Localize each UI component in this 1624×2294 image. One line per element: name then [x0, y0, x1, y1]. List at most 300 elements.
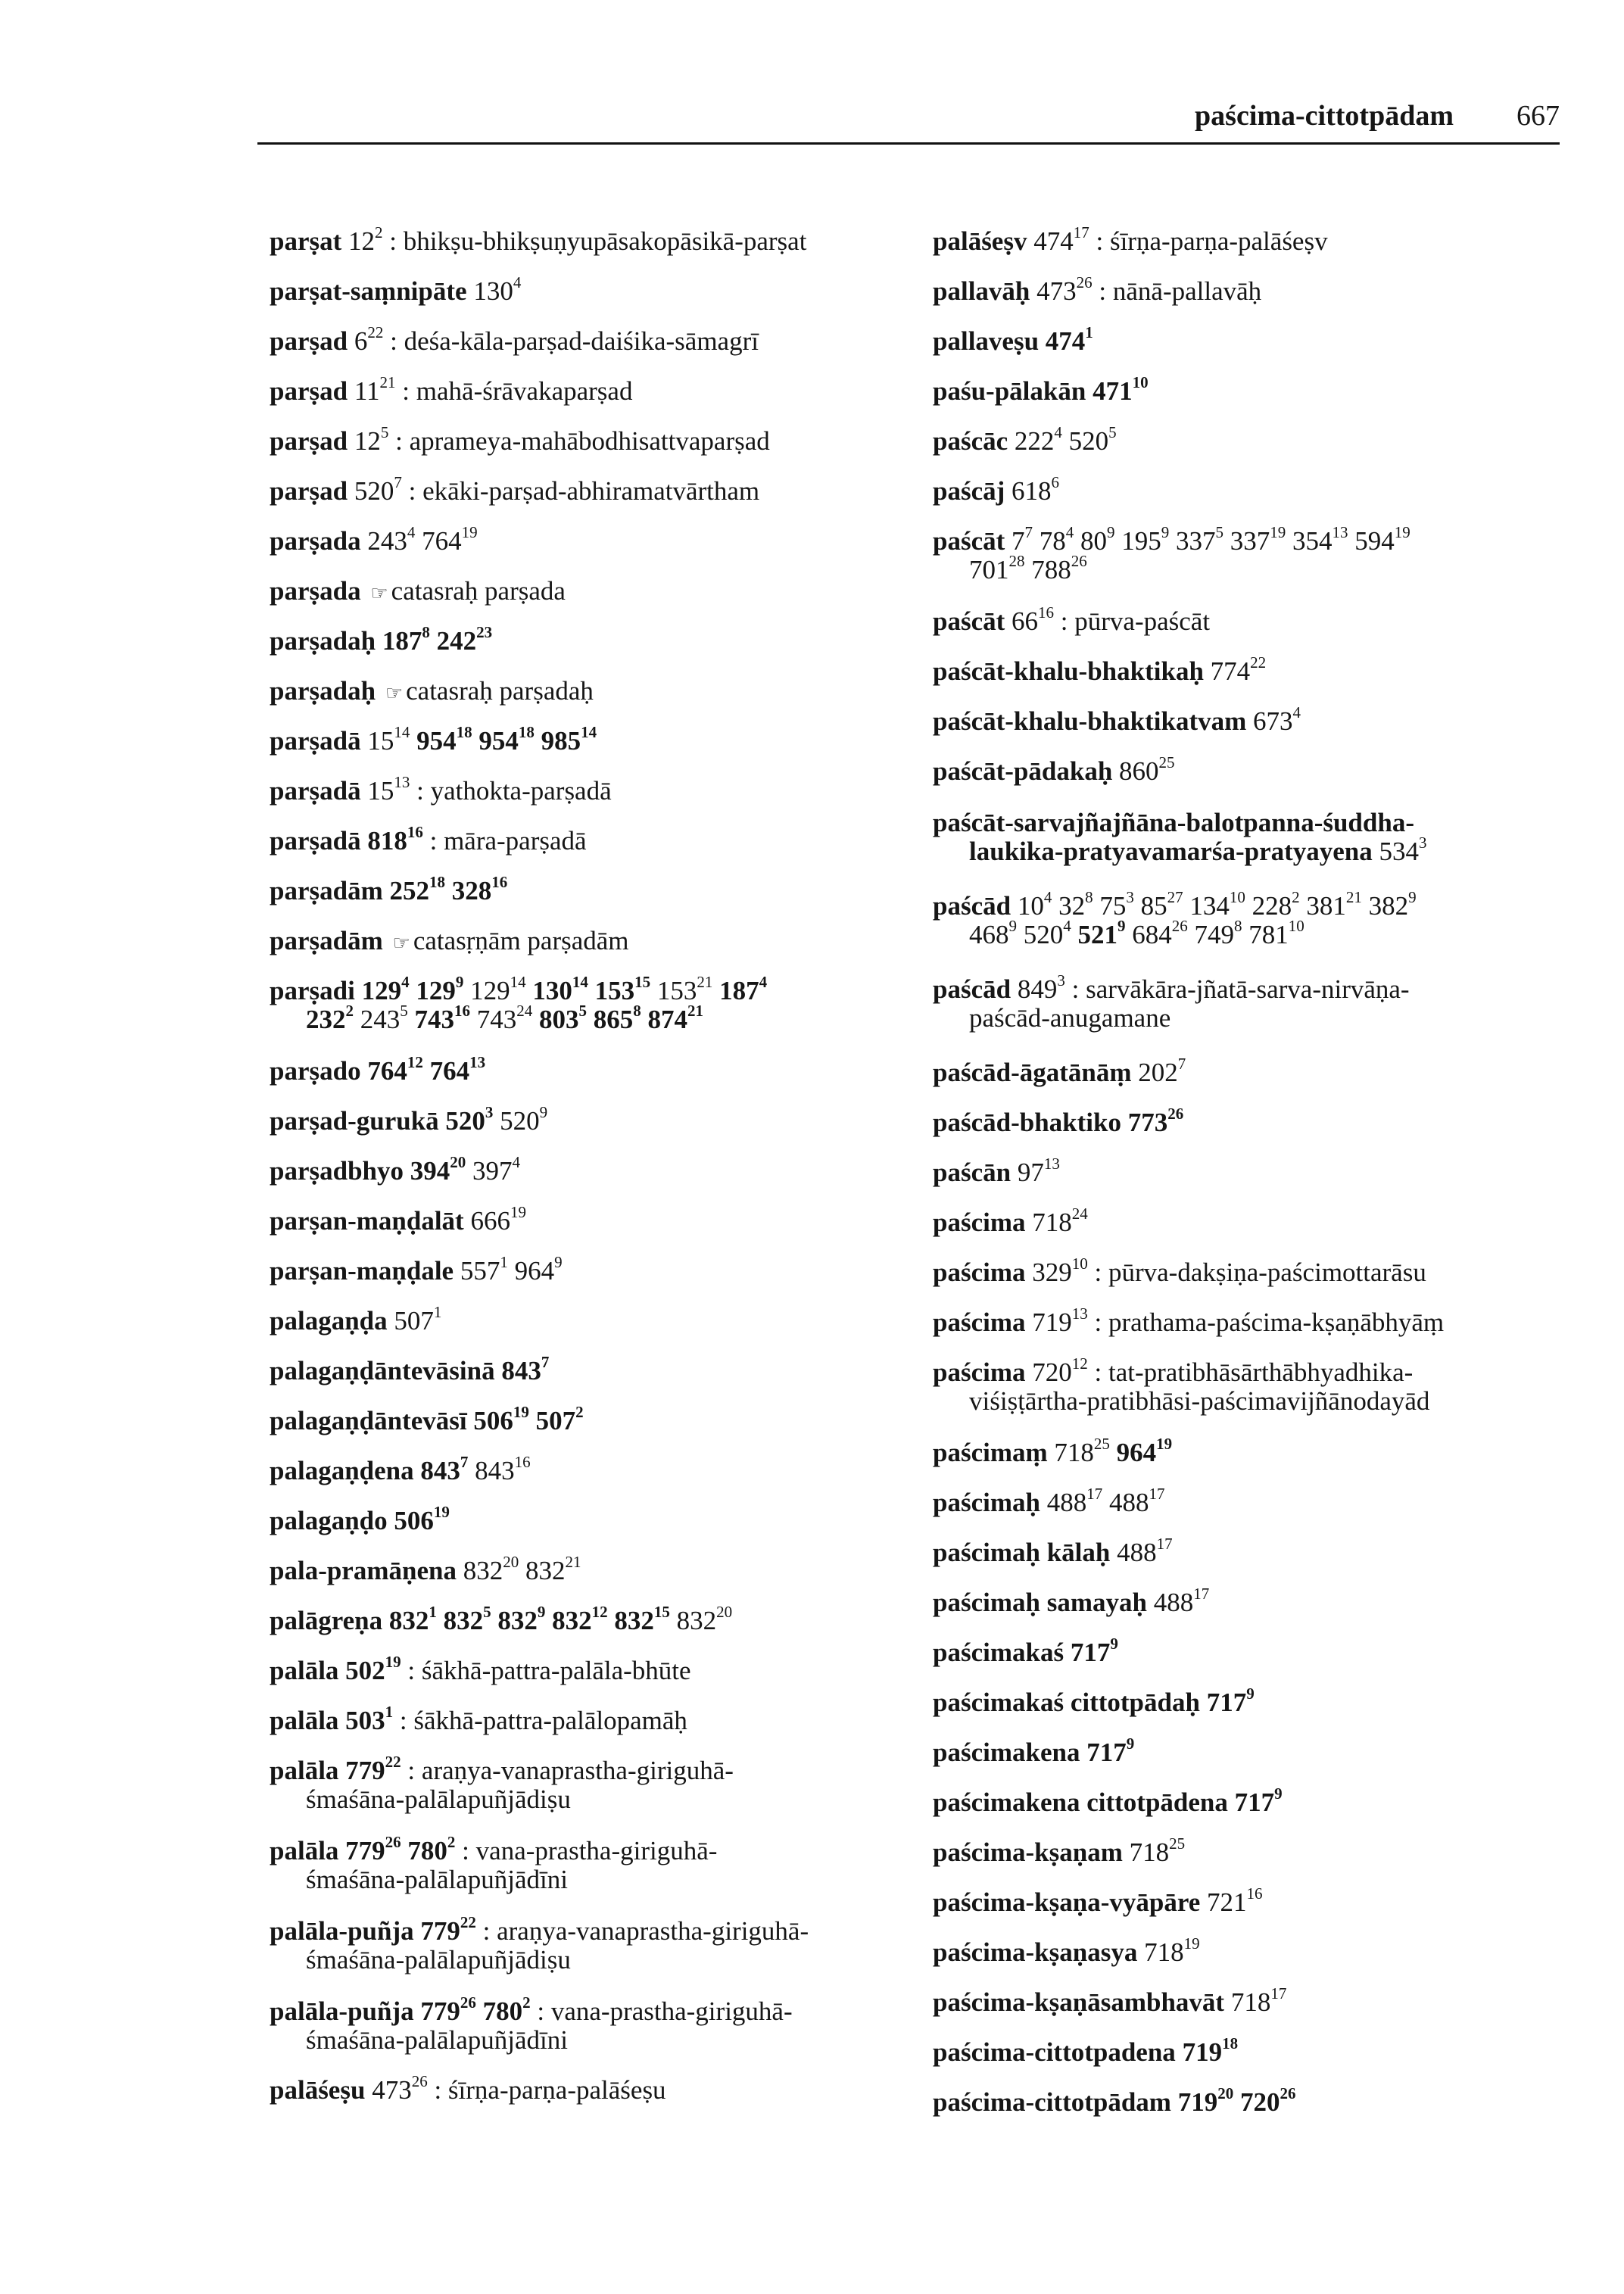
line-number-ref: 5	[483, 1603, 491, 1622]
headword: paścima	[933, 1258, 1026, 1287]
headword: parṣadā	[270, 826, 361, 856]
headword: paścimakaś cittotpādaḥ	[933, 1688, 1200, 1717]
line-number-ref: 10	[1132, 373, 1149, 392]
page-reference	[1129, 1834, 1186, 1867]
line-number-ref: 21	[697, 973, 713, 992]
index-entry	[933, 523, 1410, 584]
page-number-ref: 75	[1099, 891, 1127, 921]
index-entry	[933, 323, 1093, 356]
index-entry	[933, 1155, 1060, 1187]
line-number-ref: 8	[1234, 917, 1242, 936]
gloss: pūrva-paścāt	[1074, 606, 1211, 636]
index-entry	[933, 1304, 1445, 1337]
page-number-ref: 15	[367, 726, 394, 756]
line-number-ref: 19	[1270, 523, 1286, 542]
line-number-ref: 16	[407, 823, 423, 842]
ref-run	[306, 1002, 703, 1034]
page-reference	[539, 1002, 587, 1034]
headword: paścāt-sarvajñajñāna-balotpanna-śuddha-	[933, 808, 1414, 837]
line-number-ref: 7	[1177, 1055, 1186, 1074]
page-reference	[969, 552, 1025, 584]
entry-line	[933, 1735, 1135, 1767]
entry-continuation-line	[270, 1002, 767, 1034]
page-number-ref: 520	[354, 476, 394, 506]
page-number-ref: 471	[1093, 376, 1133, 406]
headword: paścimaṃ	[933, 1438, 1048, 1467]
pointing-hand-icon: ☞	[392, 932, 410, 954]
index-entry	[270, 1103, 548, 1136]
line-number-ref: 13	[1332, 523, 1348, 542]
gloss: śākhā-pattra-palālopamāḥ	[413, 1706, 687, 1735]
page-reference	[482, 1993, 531, 2026]
entry-continuation-line	[933, 917, 1417, 949]
page-number-ref: 12	[348, 226, 376, 256]
line-number-ref: 4	[1043, 888, 1052, 907]
index-entry	[933, 888, 1417, 949]
page-reference	[719, 973, 768, 1005]
entry-line: palāla-puñja $779^{22}$ : araṇya-vanaprastha-giriguhā-	[270, 1913, 809, 1946]
line-number-ref: 9	[1126, 1735, 1135, 1753]
gloss: sarvākāra-jñatā-sarva-nirvāṇa-	[1086, 974, 1410, 1004]
line-number-ref: 24	[516, 1002, 533, 1021]
index-entry	[933, 603, 1211, 636]
gloss: śīrṇa-parṇa-palāśeṣu	[447, 2075, 666, 2105]
page-reference	[1138, 1055, 1186, 1087]
page-number-ref: 337	[1176, 526, 1216, 556]
page-reference	[1023, 917, 1071, 949]
index-entry	[933, 1784, 1283, 1817]
page-number-ref: 780	[482, 1996, 523, 2026]
page-reference	[360, 1002, 408, 1034]
page-number-ref: 788	[1031, 555, 1071, 584]
page-number-ref: 488	[1117, 1538, 1157, 1567]
index-entry	[270, 873, 508, 905]
page-number-ref: 717	[1086, 1738, 1127, 1767]
line-number-ref: 2	[575, 1403, 584, 1422]
page-number-ref: 503	[345, 1706, 385, 1735]
index-entry	[933, 1735, 1135, 1767]
page-number-ref: 718	[1230, 1987, 1271, 2017]
headword-continuation: laukika-pratyavamarśa-pratyayena	[969, 837, 1373, 866]
page-number-ref: 329	[1032, 1258, 1072, 1287]
page-reference	[1011, 473, 1060, 506]
line-number-ref: 20	[1217, 2084, 1234, 2103]
headword: palāśeṣu	[270, 2075, 366, 2105]
index-entry	[933, 1255, 1426, 1287]
page-number-ref: 832	[443, 1606, 484, 1635]
line-number-ref: 19	[1156, 1435, 1173, 1454]
headword: parṣadām	[270, 876, 383, 905]
line-number-ref: 9	[554, 1253, 563, 1272]
page-reference	[443, 1603, 491, 1635]
page-reference	[1032, 1354, 1088, 1387]
page-reference	[969, 917, 1017, 949]
page-reference	[614, 1603, 670, 1635]
entry-line	[270, 1453, 531, 1485]
entry-line: paścima $719^{13}$ : prathama-paścima-kṣaṇābhyāṃ	[933, 1304, 1445, 1337]
line-number-ref: 4	[1292, 703, 1301, 722]
page-reference	[1230, 523, 1286, 556]
gloss-continuation: śmaśāna-palālapuñjādiṣu	[306, 1945, 571, 1975]
page-reference	[1108, 1485, 1165, 1517]
entry-continuation-line	[270, 1785, 734, 1814]
page-reference	[414, 1002, 471, 1034]
page-reference	[1253, 703, 1301, 736]
page-reference	[1306, 888, 1362, 921]
line-number-ref: 17	[1193, 1585, 1210, 1604]
line-number-ref: 19	[1183, 1934, 1200, 1953]
page-number-ref: 832	[463, 1556, 503, 1585]
line-number-ref: 13	[1043, 1155, 1060, 1173]
line-number-ref: 28	[1008, 552, 1025, 571]
line-number-ref: 14	[572, 973, 588, 992]
index-entry	[933, 1055, 1186, 1087]
gloss-continuation: śmaśāna-palālapuñjādīni	[306, 2025, 568, 2055]
line-number-ref: 9	[455, 973, 464, 992]
index-entry	[933, 703, 1301, 736]
page-number-ref: 749	[1194, 920, 1234, 949]
page-reference	[367, 773, 410, 806]
ref-run	[969, 917, 1304, 949]
page-number-ref: 832	[497, 1606, 538, 1635]
page-reference	[1086, 1735, 1135, 1767]
line-number-ref: 10	[1288, 917, 1304, 936]
line-number-ref: 4	[1063, 917, 1071, 936]
line-number-ref: 19	[461, 523, 478, 542]
page-number-ref: 874	[647, 1005, 687, 1034]
headword: palagaṇḍāntevāsī	[270, 1406, 467, 1435]
page-number-ref: 474	[1033, 226, 1074, 256]
page-reference	[463, 1553, 519, 1585]
headword: parṣadbhyo	[270, 1156, 404, 1186]
entry-line	[270, 1353, 550, 1385]
page-reference	[535, 1403, 584, 1435]
gloss: mahā-śrāvakaparṣad	[416, 376, 633, 406]
line-number-ref: 19	[1394, 523, 1410, 542]
entry-line: parṣad $520^7$ : ekāki-parṣad-abhiramatvārtham	[270, 473, 760, 506]
line-number-ref: 3	[1419, 834, 1427, 852]
page-number-ref: 85	[1140, 891, 1167, 921]
page-reference	[1116, 1435, 1173, 1467]
page-number-ref: 594	[1354, 526, 1395, 556]
headword: parṣadām	[270, 926, 383, 955]
page-reference	[367, 523, 416, 556]
entry-line	[270, 926, 629, 955]
page-reference	[1177, 2084, 1234, 2117]
line-number-ref: 16	[1038, 603, 1055, 622]
line-number-ref: 4	[401, 973, 410, 992]
line-number-ref: 4	[407, 523, 416, 542]
line-number-ref: 9	[1274, 1784, 1283, 1803]
page-number-ref: 764	[429, 1056, 470, 1086]
page-number-ref: 506	[394, 1506, 434, 1535]
headword: parṣan-maṇḍalāt	[270, 1206, 464, 1236]
page-reference	[345, 1703, 394, 1735]
page-number-ref: 964	[1116, 1438, 1157, 1467]
line-number-ref: 17	[1156, 1535, 1173, 1554]
index-entry	[933, 273, 1262, 306]
index-entry	[270, 823, 587, 856]
line-number-ref: 26	[460, 1993, 476, 2012]
headword: paścāj	[933, 476, 1005, 506]
line-number-ref: 4	[1065, 523, 1074, 542]
page-reference	[354, 373, 396, 406]
headword: parṣada	[270, 576, 361, 606]
line-number-ref: 13	[469, 1053, 486, 1072]
index-entry	[270, 2072, 666, 2105]
line-number-ref: 20	[450, 1153, 466, 1172]
pointing-hand-icon: ☞	[385, 682, 404, 704]
page-number-ref: 187	[382, 626, 422, 656]
cross-reference: catasraḥ parṣadaḥ	[406, 676, 594, 706]
line-number-ref: 9	[1246, 1685, 1255, 1703]
entry-line	[270, 576, 566, 606]
page-reference	[497, 1603, 546, 1635]
page-reference	[451, 873, 508, 905]
entry-line	[270, 676, 594, 706]
line-number-ref: 14	[394, 723, 410, 742]
entry-line: palāśeṣv $474^{17}$ : śīrṇa-parṇa-palāśeṣv	[933, 223, 1328, 256]
line-number-ref: 8	[633, 1002, 641, 1021]
page-reference	[470, 1203, 526, 1236]
gloss: bhikṣu-bhikṣuṇyupāsakopāsikā-parṣat	[403, 226, 807, 256]
headword: paścimakena	[933, 1738, 1080, 1767]
page-number-ref: 779	[345, 1836, 385, 1865]
running-head: paścima-cittotpādam	[1195, 100, 1454, 132]
page-reference	[476, 1002, 533, 1034]
headword: parṣan-maṇḍale	[270, 1256, 454, 1286]
gloss-continuation: paścād-anugamane	[969, 1003, 1171, 1033]
line-number-ref: 15	[634, 973, 651, 992]
line-number-ref: 1	[500, 1253, 508, 1272]
headword: paścāt	[933, 606, 1005, 636]
entry-line	[270, 1253, 563, 1286]
entry-line: palāla-puñja $779^{26}$ $780^2$ : vana-prastha-giriguhā-	[270, 1993, 793, 2026]
line-number-ref: 15	[653, 1603, 670, 1622]
page-number-ref: 507	[535, 1406, 576, 1435]
headword: palagaṇḍa	[270, 1306, 388, 1336]
line-number-ref: 2	[1292, 888, 1300, 907]
index-entry	[933, 1934, 1200, 1967]
line-number-ref: 7	[1024, 523, 1033, 542]
page-reference	[1054, 1435, 1110, 1467]
page-reference	[1132, 917, 1188, 949]
page-reference	[420, 1913, 476, 1946]
index-entry	[270, 1703, 687, 1735]
page-number-ref: 129	[470, 976, 510, 1005]
line-number-ref: 9	[539, 1103, 548, 1122]
entry-line	[270, 1203, 526, 1236]
headword: palāla	[270, 1706, 339, 1735]
entry-continuation-line	[270, 1865, 717, 1894]
entry-line: palāśeṣu $473^{26}$ : śīrṇa-parṇa-palāśeṣu	[270, 2072, 666, 2105]
line-number-ref: 19	[433, 1503, 450, 1522]
entry-line	[933, 653, 1267, 686]
line-number-ref: 21	[687, 1002, 703, 1021]
page-number-ref: 130	[532, 976, 572, 1005]
page-reference	[1017, 888, 1052, 921]
page-number-ref: 222	[1014, 426, 1055, 456]
line-number-ref: 22	[460, 1913, 476, 1932]
page-reference	[420, 1993, 476, 2026]
page-reference	[1182, 2034, 1239, 2067]
page-number-ref: 720	[1032, 1357, 1072, 1387]
page-number-ref: 382	[1368, 891, 1409, 921]
headword: paścād	[933, 891, 1011, 921]
line-number-ref: 3	[485, 1103, 494, 1122]
line-number-ref: 27	[1167, 888, 1183, 907]
page-reference	[1014, 423, 1062, 456]
entry-line	[270, 623, 493, 656]
line-number-ref: 1	[433, 1303, 442, 1322]
page-reference	[1292, 523, 1348, 556]
line-number-ref: 26	[385, 1833, 401, 1852]
entry-line	[270, 1053, 486, 1086]
page-reference	[593, 1002, 641, 1034]
page-number-ref: 964	[514, 1256, 555, 1286]
index-entry	[270, 423, 770, 456]
line-number-ref: 4	[759, 973, 768, 992]
index-entry	[270, 1993, 793, 2055]
entry-line	[270, 1153, 521, 1186]
headword: parṣada	[270, 526, 361, 556]
entry-line: paścima $329^{10}$ : pūrva-dakṣiṇa-paścimottarāsu	[933, 1255, 1426, 1287]
line-number-ref: 14	[581, 723, 597, 742]
page-number-ref: 673	[1253, 706, 1293, 736]
page-reference	[460, 1253, 508, 1286]
index-entry	[933, 1834, 1186, 1867]
page-number-ref: 701	[969, 555, 1009, 584]
gloss-continuation: viśiṣṭārtha-pratibhāsi-paścimavijñānodayād	[969, 1386, 1430, 1416]
index-entry	[270, 1353, 550, 1385]
page-number-ref: 252	[389, 876, 429, 905]
line-number-ref: 12	[591, 1603, 608, 1622]
page-reference	[348, 223, 383, 256]
page-reference	[354, 473, 402, 506]
line-number-ref: 9	[1161, 523, 1170, 542]
page-number-ref: 242	[436, 626, 477, 656]
page-reference	[1077, 917, 1126, 949]
page-number-ref: 954	[416, 726, 457, 756]
page-reference	[394, 1503, 450, 1535]
page-number-ref: 474	[1045, 326, 1086, 356]
page-number-ref: 865	[593, 1005, 634, 1034]
index-entry	[270, 373, 633, 406]
page-reference	[1230, 1984, 1287, 2017]
page-reference	[410, 1153, 466, 1186]
page-number-ref: 153	[594, 976, 635, 1005]
page-number-ref: 534	[1379, 837, 1420, 866]
page-reference	[1127, 1105, 1184, 1137]
page-number-ref: 954	[478, 726, 519, 756]
line-number-ref: 22	[367, 323, 384, 342]
index-entry	[270, 1153, 521, 1186]
entry-line: parṣad $12^5$ : aprameya-mahābodhisattvaparṣad	[270, 423, 770, 456]
index-entry	[933, 1205, 1088, 1237]
page-reference	[1017, 971, 1065, 1004]
headword: paścād	[933, 974, 1011, 1004]
line-number-ref: 5	[380, 423, 389, 442]
index-entry	[933, 971, 1410, 1033]
entry-line	[933, 808, 1414, 837]
gloss: māra-parṣadā	[444, 826, 587, 856]
entry-line	[270, 1303, 442, 1336]
page-number-ref: 195	[1121, 526, 1161, 556]
page-reference	[1032, 1255, 1088, 1287]
page-reference	[1119, 753, 1175, 786]
entry-line: palāla $502^{19}$ : śākhā-pattra-palāla-bhūte	[270, 1653, 691, 1685]
page-number-ref: 521	[1077, 920, 1117, 949]
line-number-ref: 12	[1071, 1354, 1088, 1373]
line-number-ref: 17	[1270, 1984, 1287, 2003]
index-entry	[933, 1585, 1210, 1617]
pointing-hand-icon: ☞	[370, 582, 388, 604]
headword: palāla	[270, 1656, 339, 1685]
line-number-ref: 26	[1167, 1105, 1184, 1124]
entry-line: parṣad $11^{21}$ : mahā-śrāvakaparṣad	[270, 373, 633, 406]
page-reference	[475, 1453, 531, 1485]
index-entry	[270, 773, 612, 806]
headword: parṣadaḥ	[270, 676, 376, 706]
line-number-ref: 9	[1117, 917, 1126, 936]
page-number-ref: 328	[451, 876, 492, 905]
page-number-ref: 832	[552, 1606, 592, 1635]
index-entry	[933, 2034, 1239, 2067]
page-reference	[473, 273, 522, 306]
index-entry	[270, 1303, 442, 1336]
line-number-ref: 1	[1085, 323, 1093, 342]
index-entry	[270, 323, 759, 356]
headword: parṣad	[270, 326, 348, 356]
index-entry	[933, 1105, 1184, 1137]
page-reference	[500, 1103, 548, 1136]
page-number-ref: 843	[501, 1356, 541, 1385]
page-number-ref: 243	[360, 1005, 401, 1034]
entry-line	[933, 373, 1149, 406]
index-entry	[270, 973, 768, 1034]
entry-line	[270, 273, 522, 306]
line-number-ref: 17	[1073, 223, 1089, 242]
gloss: śīrṇa-parṇa-palāśeṣv	[1109, 226, 1328, 256]
gloss-continuation: śmaśāna-palālapuñjādiṣu	[306, 1784, 571, 1814]
page-number-ref: 721	[1207, 1887, 1247, 1917]
page-reference	[388, 1603, 437, 1635]
line-number-ref: 13	[394, 773, 410, 792]
index-entry	[933, 373, 1149, 406]
page-number-ref: 337	[1230, 526, 1270, 556]
index-entry	[933, 473, 1060, 506]
page-number-ref: 473	[372, 2075, 412, 2105]
page-reference	[1207, 1884, 1263, 1917]
entry-line	[270, 1603, 733, 1635]
page-reference	[1046, 1485, 1103, 1517]
line-number-ref: 20	[716, 1603, 733, 1622]
line-number-ref: 7	[541, 1353, 550, 1372]
page-number-ref: 832	[676, 1606, 717, 1635]
page-number-ref: 849	[1017, 974, 1058, 1004]
page-reference	[389, 873, 446, 905]
page-number-ref: 6	[354, 326, 368, 356]
entry-line: pallavāḥ $473^{26}$ : nānā-pallavāḥ	[933, 273, 1262, 306]
page-number-ref: 717	[1234, 1788, 1275, 1817]
index-entry	[270, 273, 522, 306]
gloss: yathokta-parṣadā	[430, 776, 612, 806]
page-reference	[525, 1553, 581, 1585]
page-number-ref: 843	[475, 1456, 515, 1485]
line-number-ref: 6	[1051, 473, 1060, 492]
page-reference	[1248, 917, 1304, 949]
page-reference	[501, 1353, 550, 1385]
